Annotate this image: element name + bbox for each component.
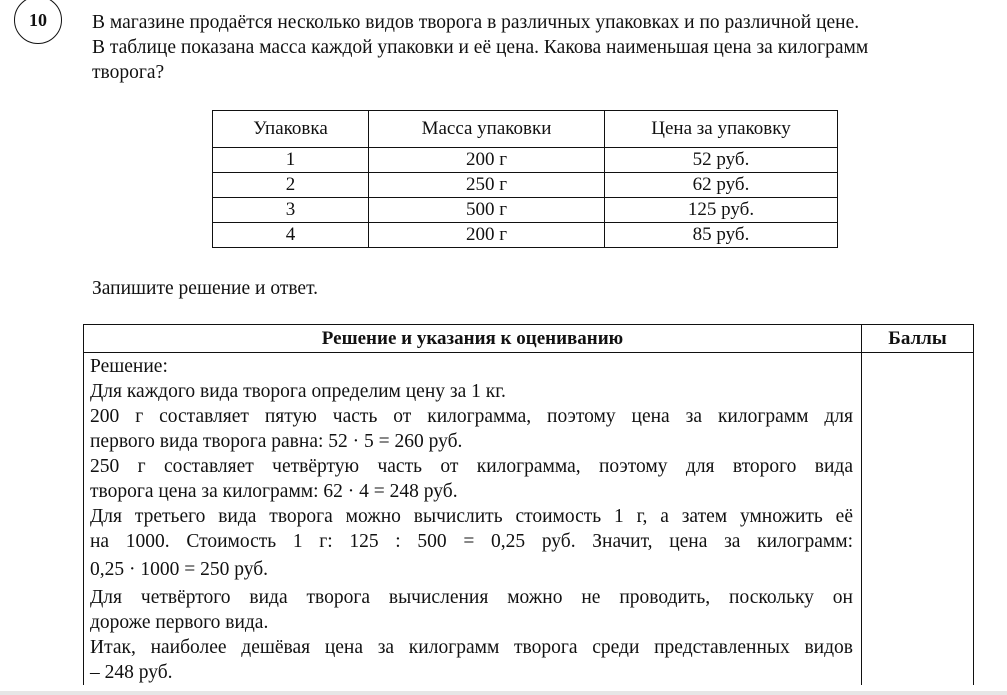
cell-mass: 500 г — [369, 198, 605, 223]
header-mass: Масса упаковки — [369, 111, 605, 148]
cell-mass: 200 г — [369, 148, 605, 173]
cell-package: 3 — [213, 198, 369, 223]
price-table — [212, 110, 838, 248]
cell-price: 52 руб. — [605, 148, 838, 173]
header-price: Цена за упаковку — [605, 111, 838, 148]
solution-header-row — [84, 325, 974, 353]
solution-line: первого вида творога равна: 52 · 5 = 260 руб. — [90, 431, 463, 452]
solution-line: 200 г составляет пятую часть от килограмма, поэтому цена за килограмм для — [90, 406, 853, 427]
cell-package: 4 — [213, 223, 369, 248]
table-row — [213, 198, 838, 223]
solution-line: 250 г составляет четвёртую часть от килограмма, поэтому для второго вида — [90, 456, 853, 477]
task-line: творога? — [92, 62, 165, 83]
task-text — [92, 10, 972, 85]
solution-body-row — [84, 353, 974, 686]
solution-table — [83, 324, 974, 685]
solution-line: дороже первого вида. — [90, 612, 269, 633]
solution-line: Решение: — [90, 356, 168, 377]
solution-line: Для каждого вида творога определим цену за 1 кг. — [90, 381, 506, 402]
table-row — [213, 148, 838, 173]
solution-line: 0,25 · 1000 = 250 руб. — [90, 559, 269, 580]
header-points: Баллы — [862, 325, 974, 353]
cell-price: 85 руб. — [605, 223, 838, 248]
solution-line: Итак, наиболее дешёвая цена за килограмм творога среди представленных видов — [90, 637, 853, 658]
points-cell — [862, 353, 974, 686]
cell-mass: 250 г — [369, 173, 605, 198]
solution-line: Для третьего вида творога можно вычислить стоимость 1 г, а затем умножить её — [90, 506, 853, 527]
solution-line: творога цена за килограмм: 62 · 4 = 248 руб. — [90, 481, 458, 502]
page-edge — [0, 691, 1007, 695]
cell-price: 62 руб. — [605, 173, 838, 198]
solution-line: на 1000. Стоимость 1 г: 125 : 500 = 0,25 руб. Значит, цена за килограмм: — [90, 531, 853, 552]
header-solution: Решение и указания к оцениванию — [84, 325, 862, 353]
task-number: 10 — [14, 0, 62, 44]
solution-cell — [84, 353, 862, 686]
task-line: В магазине продаётся несколько видов творога в различных упаковках и по различной цене. — [92, 12, 860, 33]
task-line: В таблице показана масса каждой упаковки и её цена. Какова наименьшая цена за килограмм — [92, 37, 869, 58]
table-row — [213, 173, 838, 198]
cell-package: 1 — [213, 148, 369, 173]
solution-line: Для четвёртого вида творога вычисления можно не проводить, поскольку он — [90, 587, 853, 608]
solution-line: – 248 руб. — [90, 662, 173, 683]
cell-package: 2 — [213, 173, 369, 198]
table-row — [213, 223, 838, 248]
cell-mass: 200 г — [369, 223, 605, 248]
instruction: Запишите решение и ответ. — [92, 278, 319, 299]
cell-price: 125 руб. — [605, 198, 838, 223]
table-header-row — [213, 111, 838, 148]
header-package: Упаковка — [213, 111, 369, 148]
